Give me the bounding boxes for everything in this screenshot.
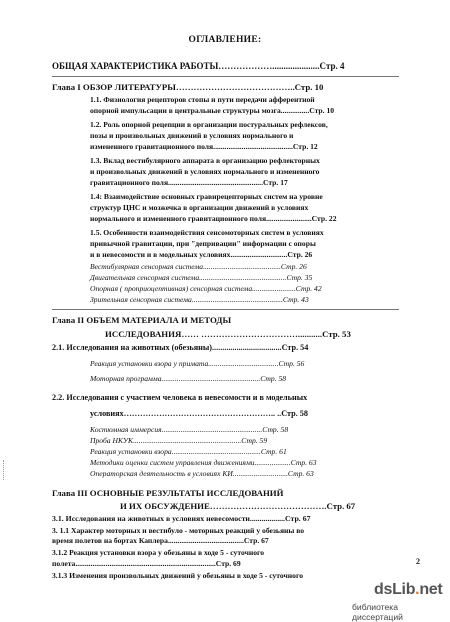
- separator-line: [52, 309, 399, 310]
- separator-line: [52, 76, 399, 77]
- toc-entry: измененного гравитационного поля..........................................Стр. 12: [90, 142, 318, 151]
- toc-subentry: Опорная ( проприоцептивная) сенсорная система.......................Стр. 42: [90, 284, 322, 293]
- toc-chapter: И ИХ ОБСУЖДЕНИЕ………………………………….Стр. 67: [120, 501, 356, 511]
- toc-entry: структур ЦНС и мозжечка в организации движений в условиях: [90, 203, 309, 212]
- dslib-logo: [374, 581, 442, 599]
- toc-entry: 1.3. Вклад вестибулярного аппарата в организацию рефлекторных: [90, 156, 320, 165]
- dslib-watermark[interactable]: [352, 580, 450, 622]
- toc-entry: и произвольных движений в условиях нормального и измененного: [90, 167, 320, 176]
- page-number: 2: [416, 557, 420, 566]
- toc-entry: 1.2. Роль опорной рецепции в организации постуральных рефлексов,: [90, 120, 328, 129]
- toc-entry: время полетов на бортах Каплера........................................Стр. 67: [52, 536, 269, 545]
- toc-entry: нормального и измененного гравитационного поля........................Стр. 22: [90, 214, 337, 223]
- logo-dot: .: [415, 581, 420, 598]
- toc-entry: 3.1.3 Изменения произвольных движений у обезьяны в ходе 5 - суточного: [52, 571, 304, 580]
- toc-entry: 3.1. Исследования на животных в условиях невесомости..................Стр. 67: [52, 514, 311, 523]
- toc-subentry: Костюмная иммерсия.....................................................Стр. 58: [90, 425, 289, 434]
- toc-entry: ОБЩАЯ ХАРАКТЕРИСТИКА РАБОТЫ……………….....................Стр. 4: [52, 61, 345, 71]
- scan-mark: [3, 460, 6, 480]
- toc-entry: 3.1.2 Реакция установки взора у обезьяны в ходе 5 - суточного: [52, 548, 265, 557]
- toc-subentry: Операторская деятельность в условиях КИ.............................Стр. 63: [90, 469, 314, 478]
- toc-entry: гравитационного поля..................................................Стр. 17: [90, 178, 288, 187]
- toc-subentry: Моторная программа....................................................Стр. 58: [90, 374, 287, 383]
- toc-entry: и в невесомости и в модельных условиях..............................Стр. 26: [90, 250, 313, 259]
- toc-entry: 2.2. Исследования с участием человека в невесомости и в модельных: [52, 393, 308, 402]
- toc-entry: 1.4: Взаимодействие основных гравирецепторных систем на уровне: [90, 192, 323, 201]
- toc-chapter: Глава I ОБЗОР ЛИТЕРАТУРЫ…………………………………..Стр. 10: [52, 82, 324, 92]
- page-title: ОГЛАВЛЕНИЕ:: [188, 35, 262, 45]
- toc-entry: 2.1. Исследования на животных (обезьяны)..................................Стр. 54: [52, 343, 309, 352]
- logo-tagline: библиотека диссертаций: [352, 602, 403, 622]
- toc-entry: опорной импульсации в центральные структуры мозга...............Стр. 10: [90, 106, 335, 115]
- toc-subentry: Двигательная сенсорная система..............................................Стр. 35: [90, 273, 313, 282]
- toc-entry: полета..........................................................................Стр. 69: [52, 559, 241, 568]
- logo-main-text: dsLib: [374, 581, 416, 598]
- toc-entry: 3. 1.1 Характер моторных и вестибуло - моторных реакций у обезьяны во: [52, 526, 305, 535]
- toc-subentry: Реакция установки взора у примата.....................................Стр. 56: [90, 359, 305, 368]
- toc-chapter: ИССЛЕДОВАНИЯ…… ……………………………...........Стр. 53: [105, 329, 351, 339]
- toc-subentry: Реакция установки взора...............................................Стр. 61: [90, 447, 287, 456]
- toc-chapter: Глава II ОБЪЕМ МАТЕРИАЛА И МЕТОДЫ: [52, 315, 232, 325]
- toc-entry: позы и произвольных движений в условиях нормального и: [90, 131, 294, 140]
- toc-chapter: Глава III ОСНОВНЫЕ РЕЗУЛЬТАТЫ ИССЛЕДОВАНИЙ: [52, 488, 284, 498]
- toc-entry: 1.1. Физиология рецепторов стопы и пути передачи афферентной: [90, 95, 315, 104]
- toc-subentry: Методики оценки систем управления движениями...................Стр. 63: [90, 458, 317, 467]
- toc-subentry: Зрительная сенсорная система................................................Стр. 43: [90, 295, 309, 304]
- toc-subentry: Вестибулярная сенсорная система.........................................Стр. 26: [90, 262, 307, 271]
- toc-entry: условиях……………………………………………….. ..Стр. 58: [90, 409, 308, 418]
- logo-tld-text: net: [419, 581, 443, 598]
- toc-subentry: Проба НКУК.........................................................Стр. 59: [90, 436, 268, 445]
- toc-entry: привычной гравитации, при "депривации" информации с опоры: [90, 239, 316, 248]
- toc-entry: 1.5. Особенности взаимодействия сенсомоторных систем в условиях: [90, 228, 324, 237]
